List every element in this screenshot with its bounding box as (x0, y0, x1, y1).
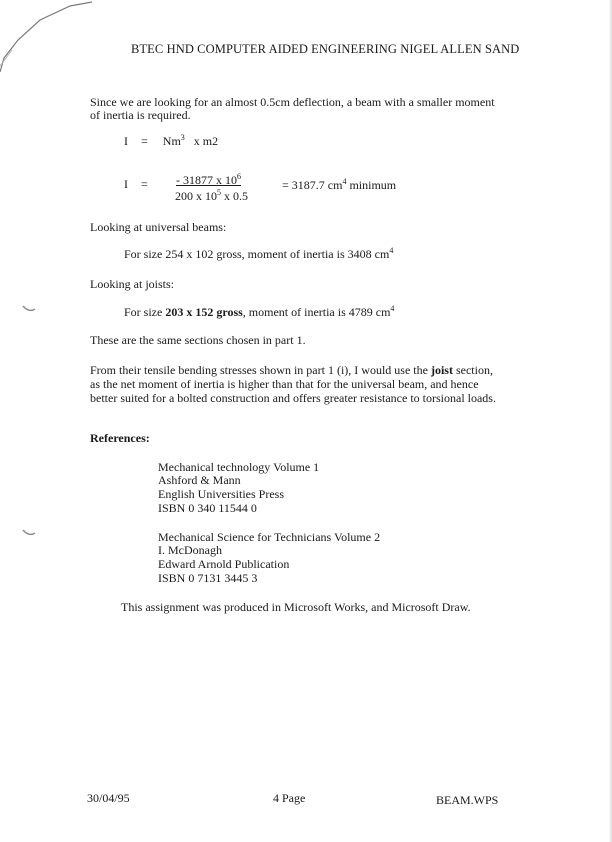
reference-2-line-3: Edward Arnold Publication (158, 557, 290, 571)
formula-2-result: = 3187.7 $cm^4$ minimum (282, 177, 397, 192)
references-heading: References: (90, 431, 150, 445)
formula-1 (124, 134, 218, 148)
formula-2-numerator: - 31877 x $10^6$ (176, 172, 241, 187)
reference-2-line-1: Mechanical Science for Technicians Volume 2 (158, 530, 381, 544)
universal-beams-heading: Looking at universal beams: (90, 220, 227, 234)
footer-page-number: 4 Page (273, 791, 306, 805)
conclusion-line-2: as the net moment of inertia is higher than that for the universal beam, and hence (90, 377, 479, 391)
joist-bold: joist (430, 363, 453, 377)
folded-corner-mark (0, 0, 92, 72)
intro-line-1: Since we are looking for an almost 0.5cm deflection, a beam with a smaller moment (90, 95, 495, 109)
reference-1-line-3: English Universities Press (158, 487, 284, 501)
formula-2-equals: = (141, 177, 148, 191)
reference-2-line-4: ISBN 0 7131 3445 3 (158, 571, 258, 585)
footer-date: 30/04/95 (87, 791, 130, 805)
punch-hole-mark (22, 304, 36, 312)
conclusion-line-1: From their tensile bending stresses shown in part 1 (i), I would use the joist section, (90, 363, 493, 377)
universal-beams-line: For size 254 x 102 gross, moment of inertia is 3408 $cm^4$ (124, 246, 394, 261)
joists-size-bold: 203 x 152 gross (165, 305, 243, 319)
formula-2-fraction (175, 173, 248, 203)
produced-with-note: This assignment was produced in Microsoft Works, and Microsoft Draw. (121, 600, 471, 614)
formula-2-lhs-group (124, 177, 148, 191)
formula-1-lhs: I (124, 134, 128, 148)
reference-2-line-2: I. McDonagh (158, 543, 222, 557)
joists-heading: Looking at joists: (90, 277, 174, 291)
formula-1-term-b: x m2 (193, 134, 219, 148)
same-sections-line: These are the same sections chosen in part 1. (90, 333, 306, 347)
formula-1-exponent: 3 (180, 133, 185, 142)
punch-hole-mark (22, 528, 36, 536)
formula-2-denominator: 200 x $10^5$ x 0.5 (175, 188, 248, 203)
footer-filename: BEAM.WPS (436, 793, 499, 807)
formula-1-equals: = (141, 134, 148, 148)
formula-2-lhs: I (124, 177, 128, 191)
formula-1-term-a: Nm (162, 134, 181, 148)
reference-1-line-2: Ashford & Mann (158, 473, 241, 487)
intro-line-2: of inertia is required. (90, 108, 191, 122)
document-header: BTEC HND COMPUTER AIDED ENGINEERING NIGEL ALLEN SAND (131, 42, 520, 56)
joists-line: For size 203 x 152 gross, moment of inertia is 4789 $cm^4$ (124, 304, 395, 319)
reference-1-line-4: ISBN 0 340 11544 0 (158, 501, 257, 515)
conclusion-line-3: better suited for a bolted construction and offers greater resistance to torsional loads. (90, 391, 496, 405)
reference-1-line-1: Mechanical technology Volume 1 (158, 460, 320, 474)
